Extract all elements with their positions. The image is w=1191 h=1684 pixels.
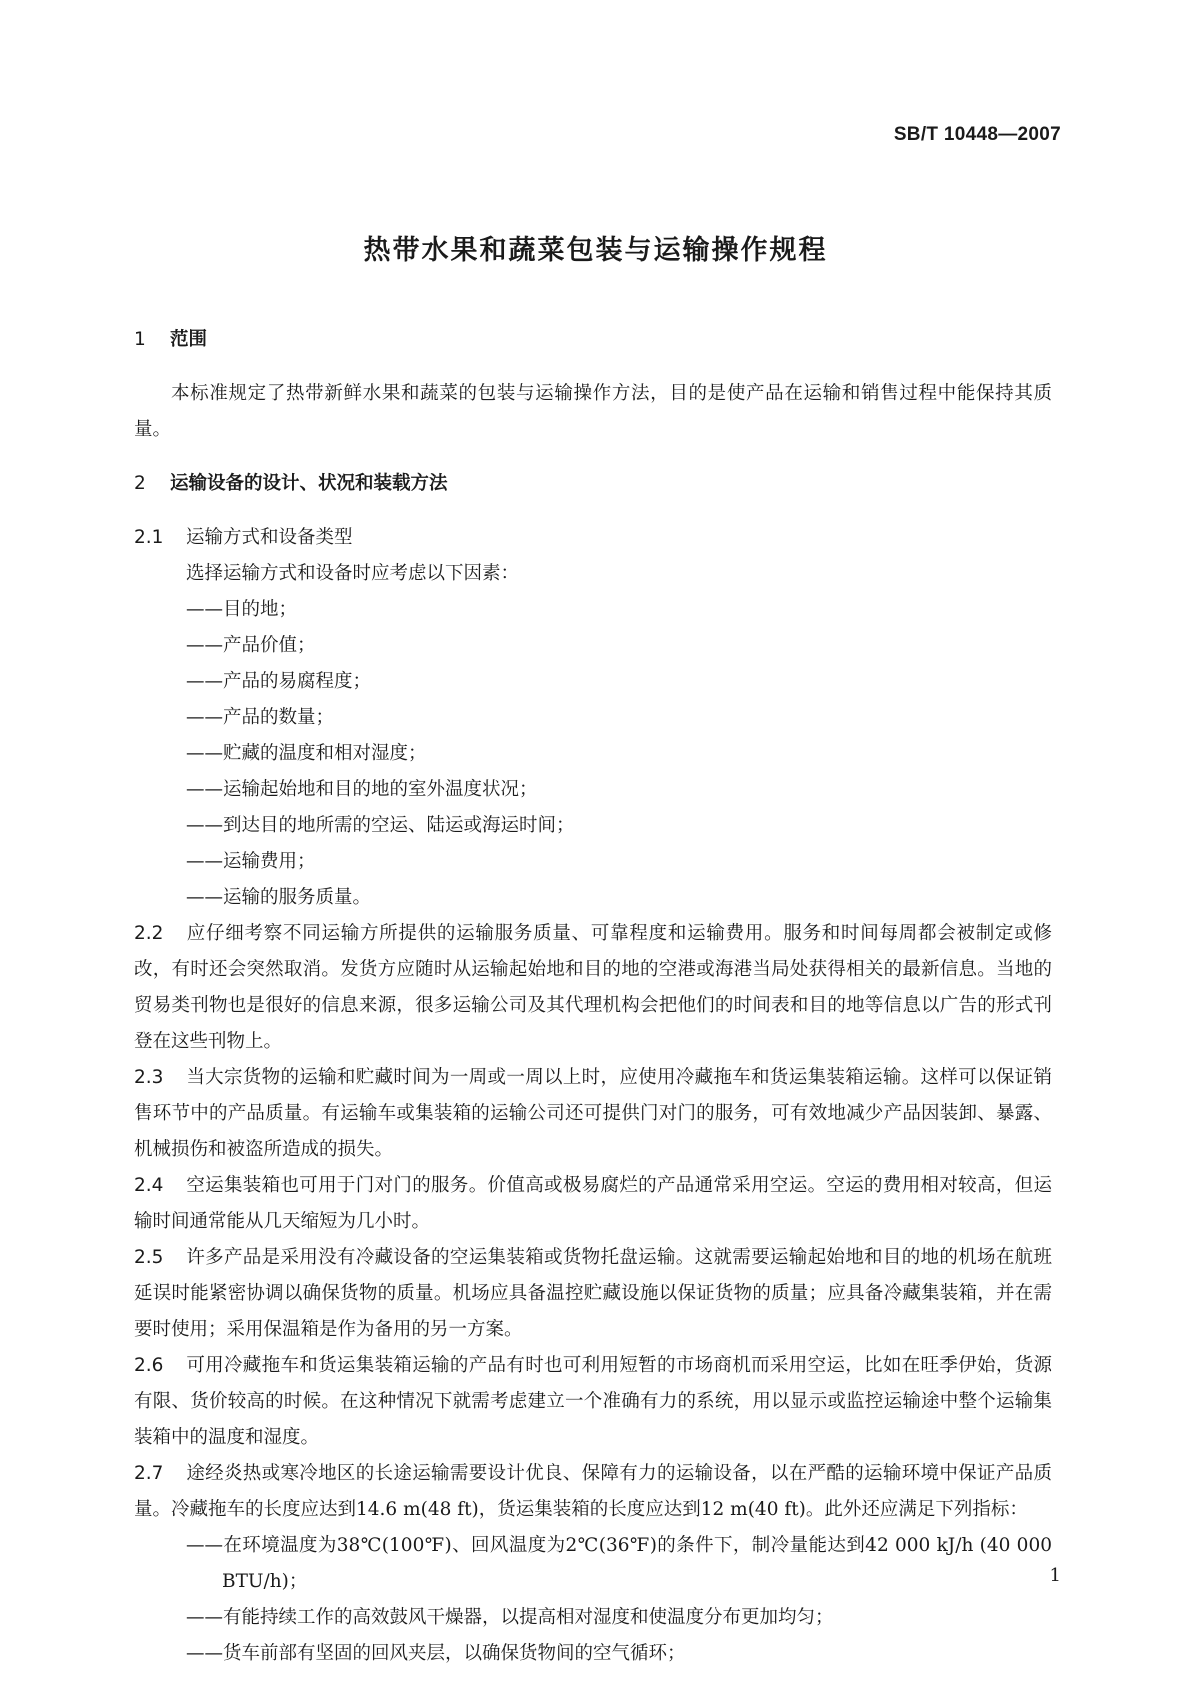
list-item: ——运输起始地和目的地的室外温度状况；: [186, 779, 538, 800]
page-number: 1: [1049, 1565, 1061, 1586]
list-item: ——货车前部有坚固的回风夹层，以确保货物间的空气循环；: [186, 1643, 686, 1664]
section-title: 范围: [170, 329, 208, 350]
document-title: 热带水果和蔬菜包装与运输操作规程: [363, 235, 828, 266]
clause-2-2: [134, 916, 1052, 1060]
clause-number: 2.2: [134, 923, 164, 944]
clause-text: 可用冷藏拖车和货运集装箱运输的产品有时也可利用短暂的市场商机而采用空运，比如在旺季伊始，货源有限、货价较高的时候。在这种情况下就需考虑建立一个准确有力的系统，用以显示或监控运输途中整个运输集装箱中的温度和湿度。: [134, 1355, 1052, 1448]
clause-number: 2.1: [134, 527, 164, 548]
section-heading-1: [134, 322, 1052, 358]
section-number: 2: [134, 473, 146, 494]
clause-text: 当大宗货物的运输和贮藏时间为一周或一周以上时，应使用冷藏拖车和货运集装箱运输。这样可以保证销售环节中的产品质量。有运输车或集装箱的运输公司还可提供门对门的服务，可有效地减少产品因装卸、暴露、机械损伤和被盗所造成的损失。: [134, 1067, 1052, 1160]
list-item: ——有能持续工作的高效鼓风干燥器，以提高相对湿度和使温度分布更加均匀；: [186, 1607, 834, 1628]
clause-2-3: [134, 1060, 1052, 1168]
clause-number: 2.6: [134, 1355, 164, 1376]
list-item: ——运输费用；: [186, 851, 316, 872]
clause-intro: 选择运输方式和设备时应考虑以下因素：: [186, 563, 520, 584]
section-paragraph: 本标准规定了热带新鲜水果和蔬菜的包装与运输操作方法，目的是使产品在运输和销售过程中能保持其质量。: [134, 383, 1052, 440]
list-item: ——到达目的地所需的空运、陆运或海运时间；: [186, 815, 575, 836]
clause-2-6: [134, 1348, 1052, 1456]
section-number: 1: [134, 329, 146, 350]
section-title: 运输设备的设计、状况和装载方法: [170, 473, 448, 494]
list-item: ——产品的数量；: [186, 707, 335, 728]
document-body: [134, 322, 1052, 1672]
clause-number: 2.5: [134, 1247, 164, 1268]
clause-number: 2.4: [134, 1175, 164, 1196]
clause-text: 空运集装箱也可用于门对门的服务。价值高或极易腐烂的产品通常采用空运。空运的费用相对较高，但运输时间通常能从几天缩短为几小时。: [134, 1175, 1052, 1232]
clause-text: 应仔细考察不同运输方所提供的运输服务质量、可靠程度和运输费用。服务和时间每周都会被制定或修改，有时还会突然取消。发货方应随时从运输起始地和目的地的空港或海港当局处获得相关的最新信息。当地的贸易类刊物也是很好的信息来源，很多运输公司及其代理机构会把他们的时间表和目的地等信息以广告的形式刊登在这些刊物上。: [134, 923, 1052, 1052]
clause-number: 2.3: [134, 1067, 164, 1088]
clause-title: 运输方式和设备类型: [186, 527, 353, 548]
clause-text: 途经炎热或寒冷地区的长途运输需要设计优良、保障有力的运输设备，以在严酷的运输环境中保证产品质量。冷藏拖车的长度应达到14.6 m(48 ft)，货运集装箱的长度应达到12 m(40 ft)。此外还应满足下列指标：: [134, 1463, 1052, 1520]
standard-code: SB/T 10448—2007: [893, 124, 1061, 145]
list-item: ——产品价值；: [186, 635, 316, 656]
clause-2-1-title: [134, 520, 1052, 556]
list-item: ——贮藏的温度和相对湿度；: [186, 743, 427, 764]
list-item: ——目的地；: [186, 599, 298, 620]
clause-2-7: [134, 1456, 1052, 1528]
clause-2-4: [134, 1168, 1052, 1240]
list-item: ——运输的服务质量。: [186, 887, 372, 908]
clause-text: 许多产品是采用没有冷藏设备的空运集装箱或货物托盘运输。这就需要运输起始地和目的地的机场在航班延误时能紧密协调以确保货物的质量。机场应具备温控贮藏设施以保证货物的质量；应具备冷藏集装箱，并在需要时使用；采用保温箱是作为备用的另一方案。: [134, 1247, 1052, 1340]
list-item: ——产品的易腐程度；: [186, 671, 372, 692]
section-heading-2: [134, 466, 1052, 502]
list-item: ——在环境温度为38℃(100℉)、回风温度为2℃(36℉)的条件下，制冷量能达到42 000 kJ/h (40 000 BTU/h)；: [186, 1535, 1052, 1592]
clause-number: 2.7: [134, 1463, 164, 1484]
clause-2-5: [134, 1240, 1052, 1348]
